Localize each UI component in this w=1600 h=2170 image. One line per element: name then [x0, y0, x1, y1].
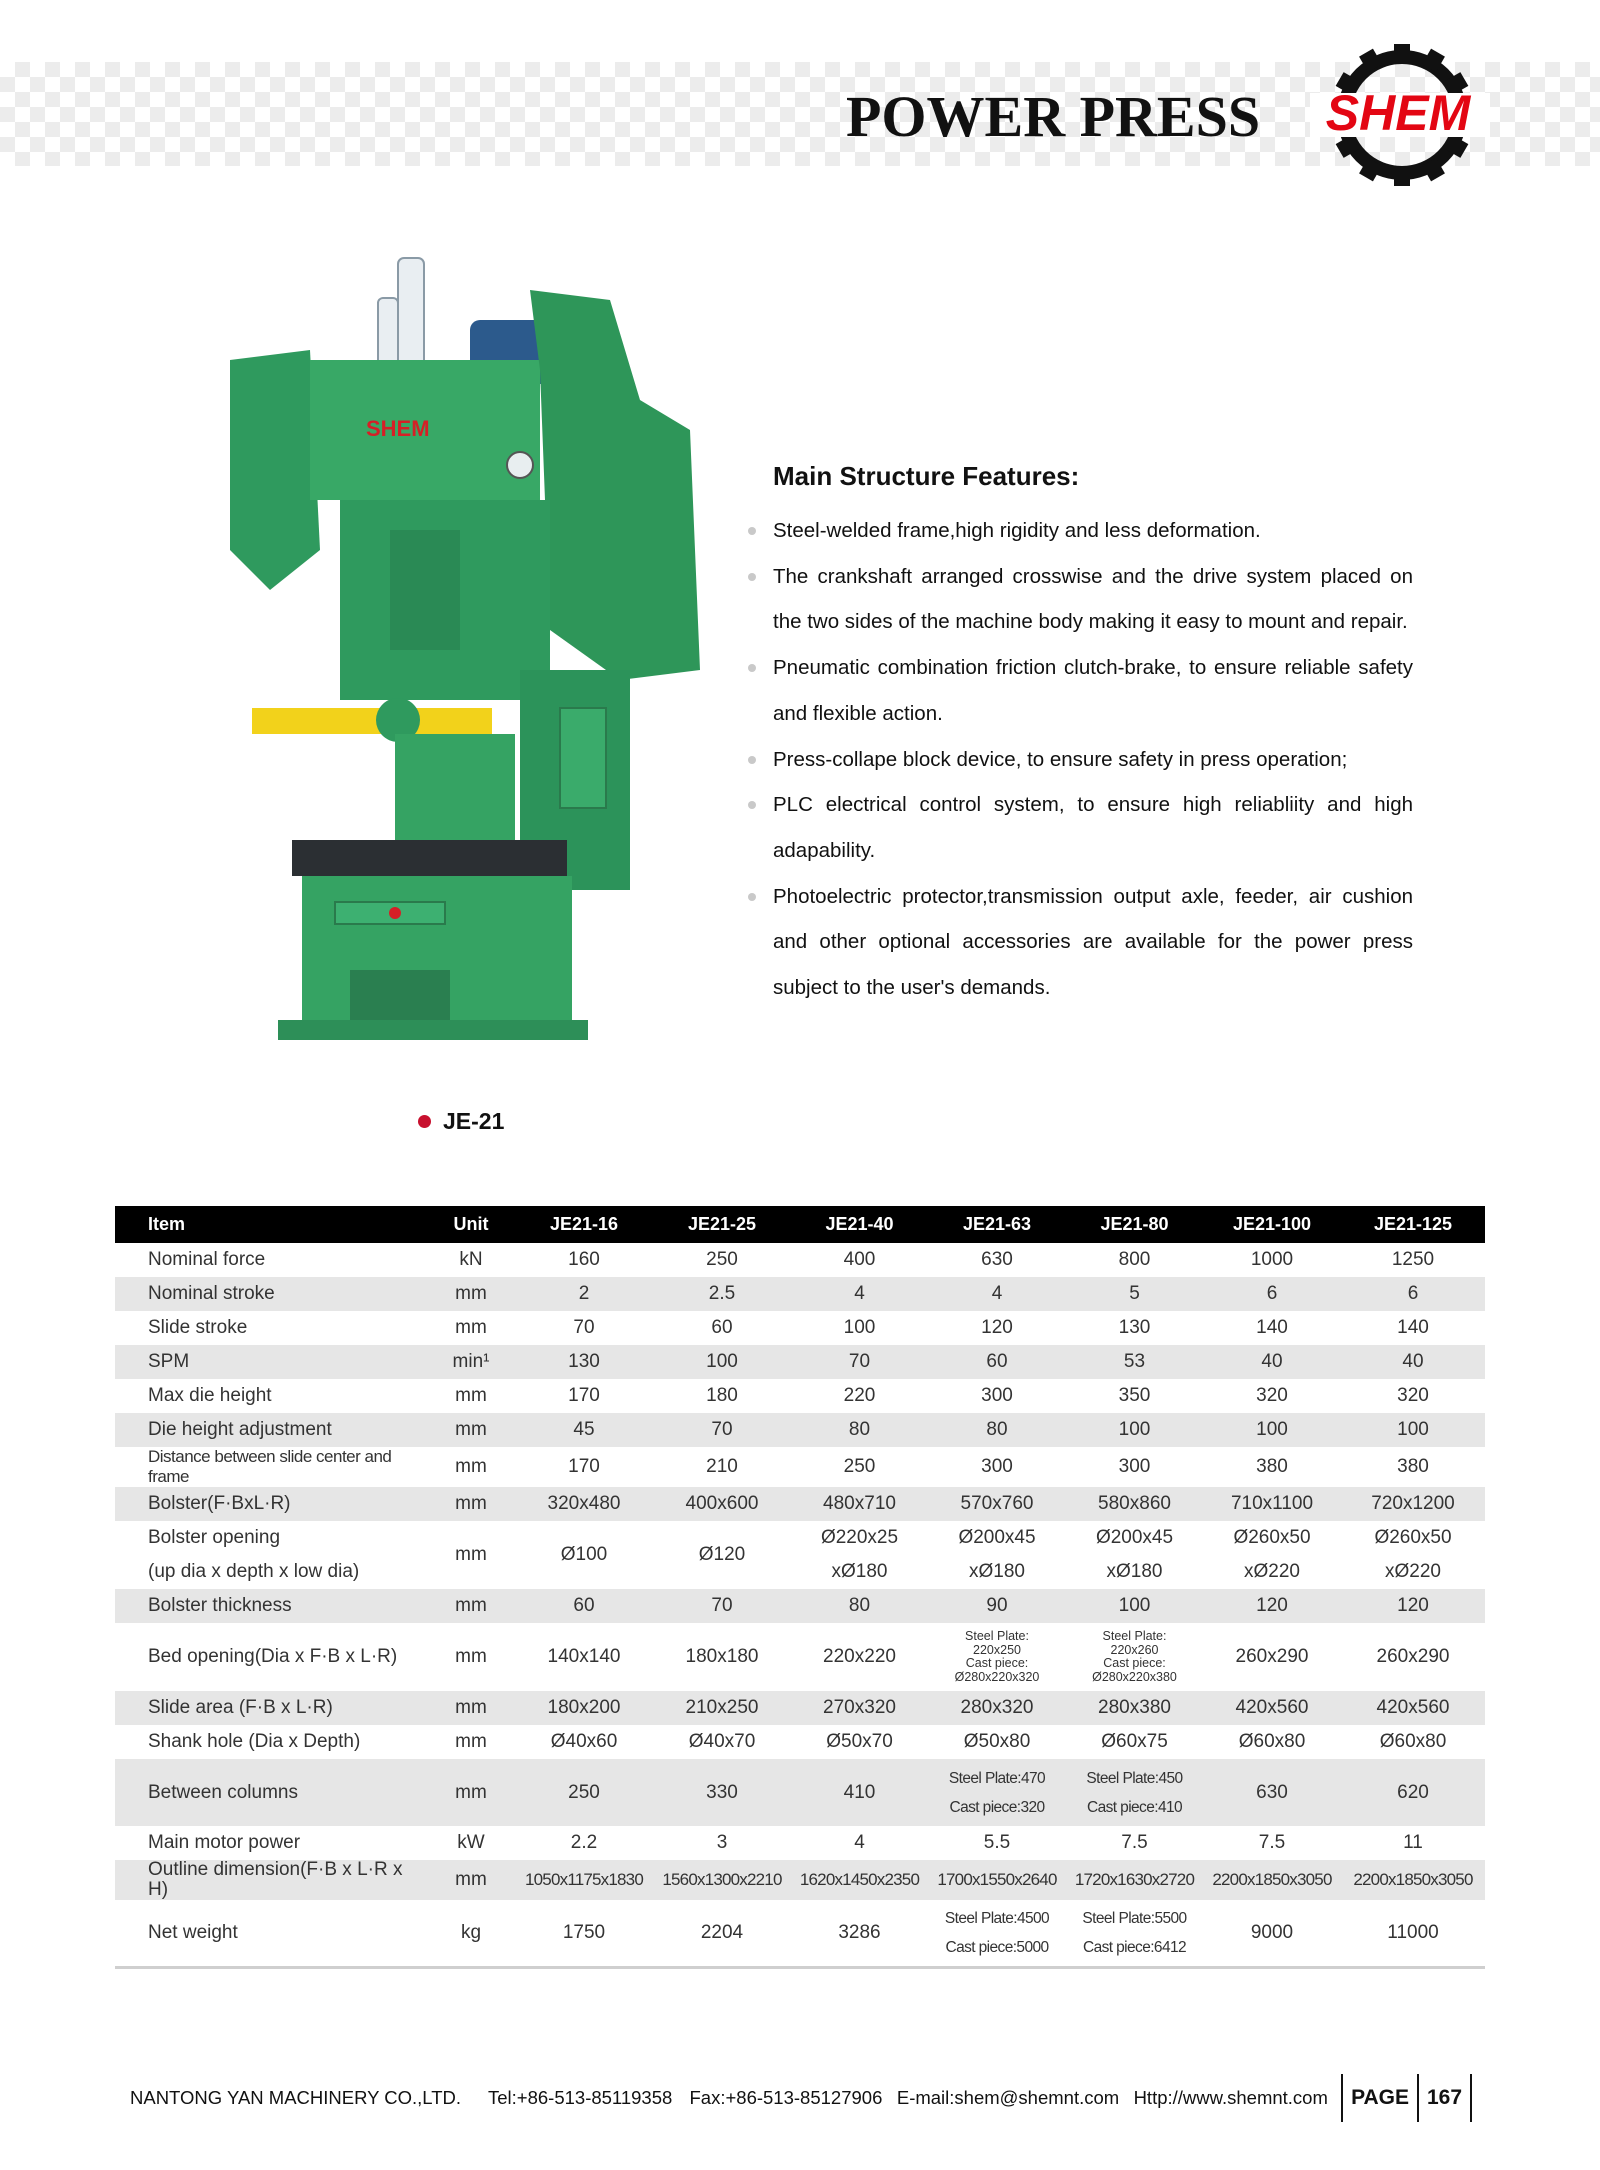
- bullet-icon: [748, 573, 756, 581]
- company-name: NANTONG YAN MACHINERY CO.,LTD.: [130, 2087, 462, 2108]
- table-cell: 5.5: [983, 1832, 1011, 1853]
- table-row: [115, 1311, 1485, 1345]
- logo-text: SHEM: [1325, 85, 1471, 141]
- table-cell: 11000: [1341, 1900, 1485, 1967]
- table-cell: 120: [981, 1317, 1013, 1338]
- row-label: Slide area (F·B x L·R): [115, 1691, 427, 1725]
- gear-logo-icon: [1310, 44, 1490, 186]
- table-cell: 1050x1175x1830: [515, 1860, 653, 1900]
- row-label: Slide stroke: [148, 1317, 248, 1338]
- bullet-icon: [748, 801, 756, 809]
- table-cell: Ø260x50 xØ220: [1233, 1527, 1311, 1582]
- row-unit: kW: [457, 1832, 485, 1853]
- table-cell: 140: [1256, 1317, 1288, 1338]
- table-cell: 220: [843, 1385, 876, 1406]
- table-cell: Ø60x80: [1238, 1731, 1306, 1752]
- row-unit: mm: [455, 1456, 487, 1477]
- table-cell: 220x220: [823, 1646, 896, 1667]
- table-cell: 280x320: [928, 1691, 1066, 1725]
- table-cell: Ø40x70: [688, 1731, 756, 1752]
- table-cell: 630: [1203, 1759, 1341, 1826]
- page-footer: [130, 2078, 1480, 2118]
- table-row: [115, 1900, 1485, 1967]
- table-cell: 320: [1256, 1385, 1288, 1406]
- table-cell: 260x290: [1376, 1646, 1450, 1667]
- table-cell: 350: [1118, 1385, 1151, 1406]
- col-header: JE21-16: [515, 1206, 653, 1243]
- row-label: SPM: [115, 1345, 427, 1379]
- table-cell: 4: [928, 1277, 1066, 1311]
- table-cell: Steel Plate: 220x260 Cast piece: Ø280x220x380: [1092, 1629, 1177, 1684]
- feature-item: Pneumatic combination friction clutch-brake, to ensure reliable safety and flexible action.: [748, 645, 1413, 736]
- table-cell: 1750: [515, 1900, 653, 1967]
- row-unit: mm: [427, 1589, 515, 1623]
- table-cell: 70: [653, 1413, 791, 1447]
- machine-brand-label: SHEM: [366, 416, 430, 441]
- table-cell: 1000: [1250, 1249, 1294, 1270]
- footer-divider: [1417, 2074, 1419, 2122]
- table-header-row: [115, 1206, 1485, 1243]
- table-cell: 80: [928, 1413, 1066, 1447]
- table-cell: 6: [1341, 1277, 1485, 1311]
- table-cell: Ø60x80: [1379, 1731, 1447, 1752]
- table-cell: Ø50x70: [826, 1731, 893, 1752]
- table-cell: 300: [981, 1385, 1013, 1406]
- table-cell: 100: [1066, 1413, 1203, 1447]
- bullet-dot-icon: [418, 1115, 431, 1128]
- table-cell: 4: [791, 1277, 928, 1311]
- row-unit: min¹: [427, 1345, 515, 1379]
- table-cell: Ø200x45 xØ180: [1095, 1527, 1174, 1582]
- table-cell: Steel Plate:470 Cast piece:320: [928, 1759, 1066, 1826]
- table-cell: 270x320: [791, 1691, 928, 1725]
- col-header: JE21-63: [928, 1206, 1066, 1243]
- col-header: JE21-80: [1066, 1206, 1203, 1243]
- power-press-illustration: [220, 250, 740, 1070]
- row-unit: mm: [455, 1731, 487, 1752]
- row-unit: mm: [455, 1317, 487, 1338]
- telephone: Tel:+86-513-85119358: [488, 2087, 673, 2108]
- table-cell: 210x250: [653, 1691, 791, 1725]
- table-row: [115, 1447, 1485, 1487]
- footer-divider: [1470, 2074, 1472, 2122]
- table-cell: 3: [716, 1832, 728, 1853]
- row-label: Bolster thickness: [115, 1589, 427, 1623]
- table-cell: 710x1100: [1203, 1487, 1341, 1521]
- table-cell: Ø220x25 xØ180: [820, 1527, 899, 1582]
- table-row: [115, 1413, 1485, 1447]
- table-cell: 100: [843, 1317, 876, 1338]
- page-title: POWER PRESS: [846, 84, 1261, 149]
- table-cell: 570x760: [928, 1487, 1066, 1521]
- bullet-icon: [748, 664, 756, 672]
- table-cell: 160: [568, 1249, 600, 1270]
- table-cell: 80: [791, 1413, 928, 1447]
- col-header: JE21-40: [791, 1206, 928, 1243]
- table-cell: 100: [653, 1345, 791, 1379]
- table-row: [115, 1521, 1485, 1589]
- row-unit: kN: [459, 1249, 483, 1270]
- email: E-mail:shem@shemnt.com: [896, 2087, 1120, 2108]
- row-unit: mm: [427, 1691, 515, 1725]
- table-cell: 7.5: [1258, 1832, 1286, 1853]
- table-cell: 140: [1397, 1317, 1429, 1338]
- table-cell: Ø200x45 xØ180: [958, 1527, 1036, 1582]
- table-cell: 120: [1341, 1589, 1485, 1623]
- table-cell: Ø120: [698, 1544, 746, 1565]
- table-cell: 80: [791, 1589, 928, 1623]
- table-cell: Steel Plate:5500 Cast piece:6412: [1066, 1900, 1203, 1967]
- table-cell: 250: [515, 1759, 653, 1826]
- row-unit: mm: [455, 1385, 487, 1406]
- table-cell: 300: [1118, 1456, 1151, 1477]
- table-cell: 7.5: [1121, 1832, 1148, 1853]
- table-cell: 1250: [1391, 1249, 1435, 1270]
- table-cell: Ø100: [560, 1544, 608, 1565]
- table-cell: 140x140: [547, 1646, 621, 1667]
- table-row: [115, 1589, 1485, 1623]
- table-cell: 280x380: [1066, 1691, 1203, 1725]
- website: Http://www.shemnt.com: [1133, 2087, 1328, 2108]
- table-cell: Steel Plate:450 Cast piece:410: [1066, 1759, 1203, 1826]
- table-cell: 170: [568, 1385, 600, 1406]
- col-header: JE21-125: [1341, 1206, 1485, 1243]
- features-section: [748, 456, 1413, 1011]
- table-cell: 11: [1403, 1832, 1423, 1853]
- row-label: Bed opening(Dia x F·B x L·R): [148, 1646, 398, 1667]
- row-unit: mm: [427, 1413, 515, 1447]
- table-cell: 120: [1203, 1589, 1341, 1623]
- row-label: Shank hole (Dia x Depth): [148, 1731, 361, 1752]
- bullet-icon: [748, 893, 756, 901]
- table-row: [115, 1243, 1485, 1277]
- row-label: Distance between slide center and frame: [148, 1447, 392, 1486]
- table-cell: 1720x1630x2720: [1066, 1860, 1203, 1900]
- features-list: [748, 508, 1413, 1011]
- feature-item: Photoelectric protector,transmission output axle, feeder, air cushion and other optional accessories are available for the power press subject to the user's demands.: [748, 874, 1413, 1011]
- table-cell: 180: [706, 1385, 738, 1406]
- table-cell: 480x710: [791, 1487, 928, 1521]
- table-cell: Ø40x60: [550, 1731, 618, 1752]
- row-label: Bolster opening (up dia x depth x low dia): [148, 1527, 360, 1582]
- row-unit: mm: [427, 1487, 515, 1521]
- footer-divider: [1341, 2074, 1343, 2122]
- row-unit: mm: [427, 1860, 515, 1900]
- page-label: PAGE: [1351, 2086, 1410, 2109]
- table-cell: 100: [1203, 1413, 1341, 1447]
- table-cell: 620: [1341, 1759, 1485, 1826]
- specification-table: [115, 1206, 1485, 1969]
- table-cell: 5: [1066, 1277, 1203, 1311]
- table-row: [115, 1623, 1485, 1691]
- table-cell: 180x180: [685, 1646, 759, 1667]
- row-label: Die height adjustment: [115, 1413, 427, 1447]
- table-cell: 320: [1397, 1385, 1429, 1406]
- table-cell: 400: [843, 1249, 876, 1270]
- table-cell: Ø50x80: [963, 1731, 1031, 1752]
- table-cell: 420x560: [1203, 1691, 1341, 1725]
- bullet-icon: [748, 527, 756, 535]
- row-label: Outline dimension(F·B x L·R x H): [115, 1860, 427, 1900]
- bullet-icon: [748, 756, 756, 764]
- fax: Fax:+86-513-85127906: [689, 2087, 883, 2108]
- table-cell: 53: [1066, 1345, 1203, 1379]
- table-cell: 2.2: [570, 1832, 598, 1853]
- table-cell: 800: [1118, 1249, 1151, 1270]
- table-cell: Steel Plate: 220x250 Cast piece: Ø280x220x320: [954, 1629, 1040, 1684]
- table-row: [115, 1860, 1485, 1900]
- page-number: 167: [1426, 2086, 1463, 2109]
- table-cell: Ø260x50 xØ220: [1374, 1527, 1452, 1582]
- table-cell: 250: [843, 1456, 876, 1477]
- table-cell: 2200x1850x3050: [1203, 1860, 1341, 1900]
- table-cell: 580x860: [1066, 1487, 1203, 1521]
- table-cell: 40: [1203, 1345, 1341, 1379]
- feature-item: The crankshaft arranged crosswise and the drive system placed on the two sides of the machine body making it easy to mount and repair.: [748, 554, 1413, 645]
- table-cell: 300: [981, 1456, 1013, 1477]
- table-cell: 320x480: [515, 1487, 653, 1521]
- table-cell: 60: [711, 1317, 733, 1338]
- table-row: [115, 1277, 1485, 1311]
- table-cell: 100: [1066, 1589, 1203, 1623]
- col-header: Unit: [427, 1206, 515, 1243]
- row-unit: mm: [455, 1646, 487, 1667]
- table-cell: 420x560: [1341, 1691, 1485, 1725]
- table-cell: 630: [981, 1249, 1013, 1270]
- row-label: Between columns: [115, 1759, 427, 1826]
- table-cell: 330: [653, 1759, 791, 1826]
- model-caption: [418, 1108, 504, 1135]
- table-cell: 100: [1341, 1413, 1485, 1447]
- table-cell: 60: [928, 1345, 1066, 1379]
- table-cell: 2200x1850x3050: [1341, 1860, 1485, 1900]
- table-row: [115, 1379, 1485, 1413]
- table-cell: 250: [706, 1249, 738, 1270]
- row-label: Net weight: [115, 1900, 427, 1967]
- row-unit: kg: [427, 1900, 515, 1967]
- table-cell: 170: [568, 1456, 600, 1477]
- table-row: [115, 1826, 1485, 1860]
- table-row: [115, 1345, 1485, 1379]
- features-heading: Main Structure Features:: [773, 461, 1080, 491]
- shem-logo: [1310, 44, 1490, 186]
- table-cell: Steel Plate:4500 Cast piece:5000: [928, 1900, 1066, 1967]
- table-cell: 6: [1203, 1277, 1341, 1311]
- row-label: Nominal stroke: [115, 1277, 427, 1311]
- row-unit: mm: [427, 1759, 515, 1826]
- col-header: JE21-100: [1203, 1206, 1341, 1243]
- table-cell: 400x600: [653, 1487, 791, 1521]
- table-cell: 60: [515, 1589, 653, 1623]
- table-cell: 2: [515, 1277, 653, 1311]
- table-cell: 90: [928, 1589, 1066, 1623]
- table-cell: 1700x1550x2640: [928, 1860, 1066, 1900]
- table-cell: 130: [515, 1345, 653, 1379]
- table-cell: 70: [791, 1345, 928, 1379]
- table-row: [115, 1487, 1485, 1521]
- row-label: Nominal force: [148, 1249, 266, 1270]
- table-cell: 40: [1341, 1345, 1485, 1379]
- table-row: [115, 1725, 1485, 1759]
- table-cell: 380: [1397, 1456, 1429, 1477]
- row-label: Max die height: [148, 1385, 272, 1406]
- table-row: [115, 1691, 1485, 1725]
- table-row: [115, 1759, 1485, 1826]
- feature-item: PLC electrical control system, to ensure high reliabliity and high adapability.: [748, 782, 1413, 873]
- row-unit: mm: [427, 1277, 515, 1311]
- table-cell: Ø60x75: [1101, 1731, 1168, 1752]
- table-cell: 9000: [1203, 1900, 1341, 1967]
- table-cell: 260x290: [1235, 1646, 1309, 1667]
- table-cell: 380: [1256, 1456, 1288, 1477]
- row-unit: mm: [455, 1544, 487, 1565]
- table-cell: 45: [515, 1413, 653, 1447]
- table-cell: 70: [573, 1317, 595, 1338]
- model-label: JE-21: [443, 1108, 505, 1134]
- feature-item: Steel-welded frame,high rigidity and less deformation.: [748, 508, 1413, 554]
- table-cell: 210: [706, 1456, 738, 1477]
- row-label: Main motor power: [148, 1832, 301, 1853]
- table-cell: 720x1200: [1341, 1487, 1485, 1521]
- table-cell: 2204: [653, 1900, 791, 1967]
- table-cell: 2.5: [653, 1277, 791, 1311]
- feature-item: Press-collape block device, to ensure safety in press operation;: [748, 737, 1413, 783]
- table-cell: 70: [653, 1589, 791, 1623]
- col-header: JE21-25: [653, 1206, 791, 1243]
- table-cell: 1620x1450x2350: [791, 1860, 928, 1900]
- table-cell: 4: [854, 1832, 865, 1853]
- table-cell: 410: [791, 1759, 928, 1826]
- row-label: Bolster(F·BxL·R): [115, 1487, 427, 1521]
- col-header: Item: [115, 1206, 427, 1243]
- table-cell: 180x200: [515, 1691, 653, 1725]
- table-cell: 3286: [791, 1900, 928, 1967]
- table-cell: 1560x1300x2210: [653, 1860, 791, 1900]
- table-cell: 130: [1118, 1317, 1151, 1338]
